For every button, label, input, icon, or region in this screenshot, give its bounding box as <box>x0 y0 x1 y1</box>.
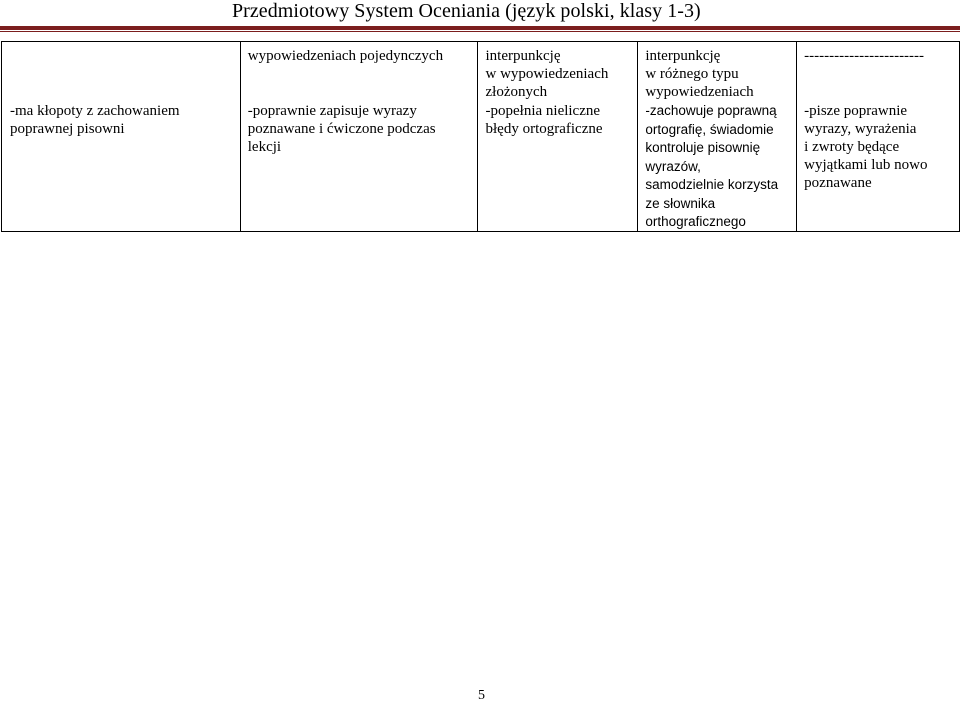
table-cell-col-4 <box>638 42 797 232</box>
cell-text: -zachowuje poprawną ortografię, świadomie kontroluje pisownię wyrazów, samodzielnie korzysta ze słownika orthograficznego <box>645 103 779 229</box>
page-title: Przedmiotowy System Oceniania (język polski, klasy 1-3) <box>232 0 701 22</box>
table-cell-col-5 <box>797 42 960 232</box>
grading-table <box>1 41 960 232</box>
page-header <box>0 0 960 33</box>
page-number: 5 <box>478 688 485 703</box>
cell-text: wypowiedzeniach pojedynczych <box>247 48 444 64</box>
table-row <box>2 42 960 232</box>
cell-text: interpunkcję w różnego typu wypowiedzeniach <box>645 48 754 100</box>
table-cell-col-1 <box>2 42 241 232</box>
cell-text: -popełnia nieliczne błędy ortograficzne <box>485 103 603 137</box>
table-cell-col-3 <box>477 42 638 232</box>
cell-text: -pisze poprawnie wyrazy, wyrażenia i zwroty będące wyjątkami lub nowo poznawane <box>804 103 928 191</box>
cell-text: -poprawnie zapisuje wyrazy poznawane i ćwiczone podczas lekcji <box>247 103 436 155</box>
header-rule-thick <box>0 26 960 30</box>
cell-text: interpunkcję w wypowiedzeniach złożonych <box>485 48 609 100</box>
cell-text: ------------------------ <box>804 48 925 64</box>
table-cell-col-2 <box>240 42 477 232</box>
header-rule-thin <box>0 31 960 32</box>
cell-text: -ma kłopoty z zachowaniem poprawnej pisowni <box>10 103 180 137</box>
